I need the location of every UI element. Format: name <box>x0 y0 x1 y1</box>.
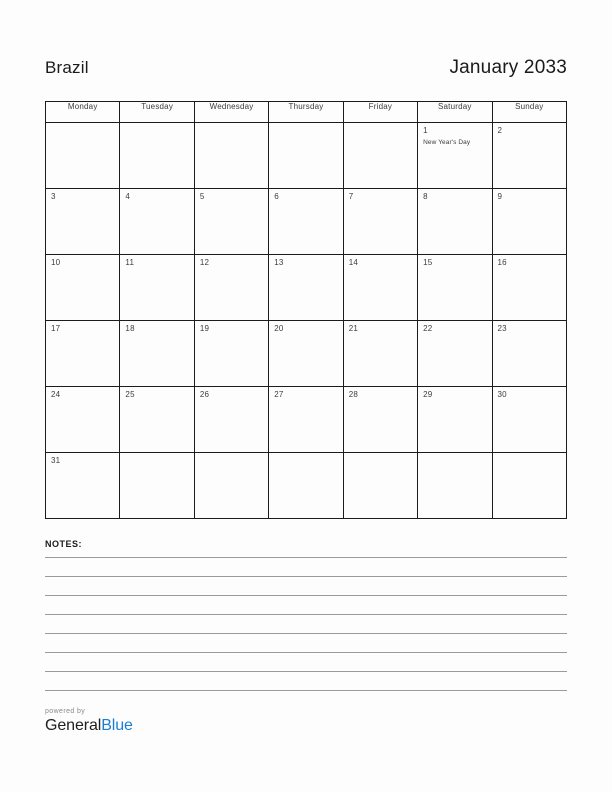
calendar-day-cell[interactable] <box>492 387 566 453</box>
day-number: 9 <box>497 192 503 201</box>
day-number: 20 <box>274 324 284 333</box>
day-number: 29 <box>423 390 433 399</box>
day-number: 12 <box>199 258 210 267</box>
day-number: 19 <box>199 324 210 333</box>
notes-ruled-line[interactable] <box>45 557 567 558</box>
calendar-body <box>46 123 567 519</box>
weekday-header-wednesday: Wednesday <box>194 102 268 123</box>
calendar-week-row <box>46 123 567 189</box>
calendar-day-cell[interactable] <box>194 189 268 255</box>
weekday-header-thursday: Thursday <box>269 102 343 123</box>
day-number: 16 <box>497 258 507 267</box>
calendar-day-cell[interactable] <box>194 387 268 453</box>
calendar-day-cell[interactable] <box>269 387 343 453</box>
day-number: 26 <box>199 390 210 399</box>
calendar-day-cell[interactable] <box>46 189 120 255</box>
page-header <box>45 50 567 86</box>
calendar-empty-cell <box>194 123 268 189</box>
notes-ruled-line[interactable] <box>45 671 567 672</box>
calendar-day-cell[interactable] <box>418 255 492 321</box>
notes-section <box>45 540 567 691</box>
logo-text-general: General <box>45 717 102 734</box>
calendar-day-cell[interactable] <box>492 189 566 255</box>
calendar-week-row <box>46 453 567 519</box>
day-number: 23 <box>497 324 507 333</box>
day-number: 28 <box>348 390 358 399</box>
day-number: 14 <box>348 258 358 267</box>
weekday-header-row <box>46 102 567 123</box>
generalblue-logo <box>45 718 133 734</box>
calendar-day-cell[interactable] <box>343 255 417 321</box>
calendar-empty-cell <box>343 123 417 189</box>
calendar-day-cell[interactable] <box>418 189 492 255</box>
weekday-header-friday: Friday <box>343 102 417 123</box>
calendar-day-cell[interactable] <box>269 321 343 387</box>
day-number: 18 <box>125 324 135 333</box>
weekday-header-saturday: Saturday <box>418 102 492 123</box>
calendar-day-cell[interactable] <box>269 255 343 321</box>
day-number: 15 <box>423 258 433 267</box>
calendar-empty-cell <box>120 453 194 519</box>
calendar-day-cell[interactable] <box>46 453 120 519</box>
calendar-day-cell[interactable] <box>418 123 492 189</box>
calendar-day-cell[interactable] <box>343 321 417 387</box>
weekday-header-tuesday: Tuesday <box>120 102 194 123</box>
calendar-day-cell[interactable] <box>120 321 194 387</box>
day-number: 31 <box>51 456 61 465</box>
notes-ruled-line[interactable] <box>45 652 567 653</box>
footer-branding <box>45 708 133 734</box>
calendar-day-cell[interactable] <box>120 189 194 255</box>
calendar-day-cell[interactable] <box>492 123 566 189</box>
day-number: 24 <box>51 390 61 399</box>
calendar-day-cell[interactable] <box>418 321 492 387</box>
notes-ruled-line[interactable] <box>45 614 567 615</box>
calendar-empty-cell <box>120 123 194 189</box>
day-number: 2 <box>497 126 503 135</box>
holiday-label: New Year's Day <box>423 139 471 146</box>
calendar-day-cell[interactable] <box>269 189 343 255</box>
day-number: 6 <box>274 192 279 201</box>
weekday-header-monday: Monday <box>46 102 120 123</box>
day-number: 8 <box>423 192 428 201</box>
day-number: 22 <box>423 324 433 333</box>
calendar-day-cell[interactable] <box>46 255 120 321</box>
calendar-week-row <box>46 387 567 453</box>
calendar-day-cell[interactable] <box>120 387 194 453</box>
notes-lines <box>45 557 567 691</box>
notes-ruled-line[interactable] <box>45 576 567 577</box>
day-number: 27 <box>274 390 284 399</box>
day-number: 11 <box>125 258 135 267</box>
calendar-week-row <box>46 255 567 321</box>
calendar-empty-cell <box>269 123 343 189</box>
powered-by-label: powered by <box>45 708 86 715</box>
calendar-empty-cell <box>46 123 120 189</box>
weekday-header-sunday: Sunday <box>492 102 566 123</box>
calendar-day-cell[interactable] <box>418 387 492 453</box>
calendar-week-row <box>46 321 567 387</box>
calendar-day-cell[interactable] <box>194 255 268 321</box>
calendar-empty-cell <box>343 453 417 519</box>
day-number: 4 <box>125 192 131 201</box>
notes-label: NOTES: <box>45 539 83 549</box>
day-number: 3 <box>51 192 56 201</box>
calendar-day-cell[interactable] <box>343 189 417 255</box>
calendar-day-cell[interactable] <box>120 255 194 321</box>
calendar-day-cell[interactable] <box>492 255 566 321</box>
day-number: 10 <box>51 258 61 267</box>
day-number: 1 <box>423 126 428 135</box>
month-year-title: January 2033 <box>449 57 567 78</box>
calendar-day-cell[interactable] <box>343 387 417 453</box>
calendar-empty-cell <box>492 453 566 519</box>
notes-ruled-line[interactable] <box>45 595 567 596</box>
logo-text-blue: Blue <box>101 717 133 734</box>
day-number: 7 <box>348 192 354 201</box>
calendar-empty-cell <box>194 453 268 519</box>
country-title: Brazil <box>45 58 89 77</box>
calendar-day-cell[interactable] <box>194 321 268 387</box>
calendar-day-cell[interactable] <box>46 321 120 387</box>
day-number: 13 <box>274 258 284 267</box>
notes-ruled-line[interactable] <box>45 690 567 691</box>
day-number: 21 <box>348 324 358 333</box>
day-number: 25 <box>125 390 135 399</box>
notes-ruled-line[interactable] <box>45 633 567 634</box>
day-number: 5 <box>199 192 205 201</box>
calendar-empty-cell <box>269 453 343 519</box>
calendar-day-cell[interactable] <box>492 321 566 387</box>
calendar-day-cell[interactable] <box>46 387 120 453</box>
day-number: 30 <box>497 390 507 399</box>
day-number: 17 <box>51 324 61 333</box>
calendar-week-row <box>46 189 567 255</box>
calendar-grid <box>45 101 567 519</box>
calendar-empty-cell <box>418 453 492 519</box>
